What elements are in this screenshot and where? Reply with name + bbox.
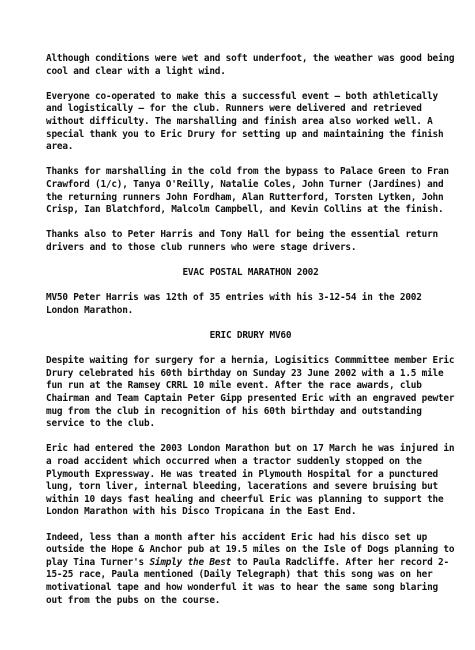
paragraph-cooperation: Everyone co-operated to make this a successful event – both athletically and logistically – for the club. Runners were delivered and retrieved without difficulty. The marshalling and finish area also worked well. A special thank you to Eric Drury for setting up and maintaining the finish area. (46, 90, 444, 153)
paragraph-eric-accident: Eric had entered the 2003 London Marathon but on 17 March he was injured in a road accident which occurred when a tractor suddenly stopped on the Plymouth Expressway. He was treated in Plymouth Hospital for a punctured lung, torn liver, internal bleeding, lacerations and severe bruising but within 10 days fast healing and cheerful Eric was planning to support the London Marathon with his Disco Tropicana in the East End. (46, 443, 455, 518)
disco-text-before: Indeed, less than a month after his accident Eric had his disco set up outside the Hope & Anchor pub at 19.5 miles on the Isle of Dogs planning to play Tina Turner's (46, 531, 455, 568)
disco-text-after: to Paula Radcliffe. After her record 2-15-25 race, Paula mentioned (Daily Telegraph) that this song was on her motivational tape and how wonderful it was to hear the same song blaring out from the pubs on the course. (46, 556, 449, 606)
heading-eric-drury: ERIC DRURY MV60 (209, 330, 292, 342)
paragraph-peter-harris: MV50 Peter Harris was 12th of 35 entries with his 3-12-54 in the 2002 London Marathon. (46, 292, 422, 316)
song-title: Simply the Best (149, 556, 232, 568)
paragraph-weather: Although conditions were wet and soft underfoot, the weather was good being cool and clear with a light wind. (46, 53, 455, 77)
paragraph-eric-birthday: Despite waiting for surgery for a hernia, Logisitics Commmittee member Eric Drury celebrated his 60th birthday on Sunday 23 June 2002 with a 1.5 mile fun run at the Ramsey CRRL 10 mile event. After the race awards, club Chairman and Team Captain Peter Gipp presented Eric with an engraved pewter mug from the club in recognition of his 60th birthday and outstanding service to the club. (46, 355, 455, 430)
heading-evac-postal-marathon: EVAC POSTAL MARATHON 2002 (182, 267, 319, 279)
paragraph-drivers: Thanks also to Peter Harris and Tony Hall for being the essential return drivers and to those club runners who were stage drivers. (46, 229, 438, 253)
paragraph-eric-disco (46, 532, 455, 608)
paragraph-marshals: Thanks for marshalling in the cold from the bypass to Palace Green to Fran Crawford (1/c), Tanya O'Reilly, Natalie Coles, John Turner (Jardines) and the returning runners John Fordham, Alan Rutterford, Torsten Lytken, John Crisp, Ian Blatchford, Malcolm Campbell, and Kevin Collins at the finish. (46, 166, 449, 216)
